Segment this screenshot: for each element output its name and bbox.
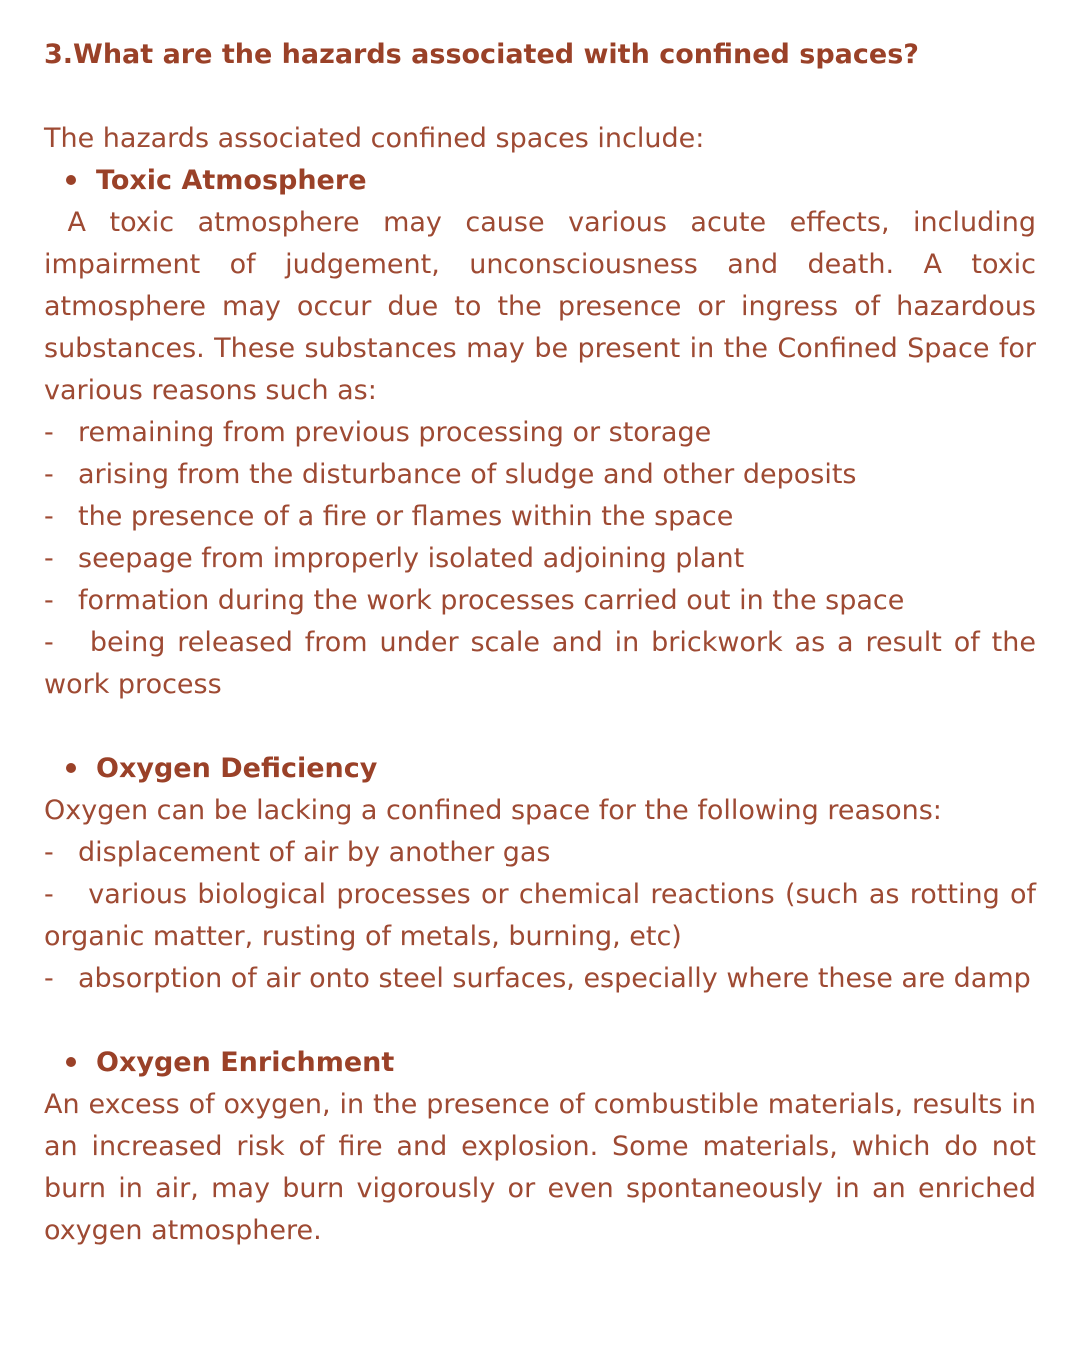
dash-marker: - xyxy=(44,543,54,574)
section-title-toxic-atmosphere xyxy=(44,160,1036,202)
dash-marker: - xyxy=(44,585,54,616)
dash-marker: - xyxy=(44,417,54,448)
section-title-oxygen-enrichment xyxy=(44,1042,1036,1084)
section-title-text: Toxic Atmosphere xyxy=(96,165,367,196)
spacer xyxy=(44,76,1036,118)
section-title-oxygen-deficiency xyxy=(44,748,1036,790)
bullet-icon xyxy=(66,175,76,185)
list-item: - remaining from previous processing or storage xyxy=(44,412,1036,454)
list-item: - seepage from improperly isolated adjoining plant xyxy=(44,538,1036,580)
dash-marker: - xyxy=(44,837,54,868)
spacer xyxy=(44,1000,1036,1042)
intro-text: The hazards associated confined spaces include: xyxy=(44,123,705,154)
spacer xyxy=(44,706,1036,748)
list-item: - displacement of air by another gas xyxy=(44,832,1036,874)
dash-marker: - xyxy=(44,501,54,532)
section-body-oxygen-deficiency: Oxygen can be lacking a confined space for the following reasons: xyxy=(44,795,942,826)
dash-marker: - xyxy=(44,627,54,658)
list-item: - various biological processes or chemical reactions (such as rotting of organic matter, rusting of metals, burning, etc) xyxy=(44,874,1036,958)
page-title: 3.What are the hazards associated with confined spaces? xyxy=(44,39,919,70)
section-title-text: Oxygen Deficiency xyxy=(96,753,378,784)
section-title-text: Oxygen Enrichment xyxy=(96,1047,395,1078)
dash-marker: - xyxy=(44,963,54,994)
list-item: - the presence of a fire or flames within the space xyxy=(44,496,1036,538)
section-body-oxygen-enrichment: An excess of oxygen, in the presence of combustible materials, results in an increased risk of fire and explosion. Some materials, which do not burn in air, may burn vigorously or even spontaneously in an enriched oxygen atmosphere. xyxy=(44,1089,1036,1246)
list-item: - arising from the disturbance of sludge and other deposits xyxy=(44,454,1036,496)
dash-marker: - xyxy=(44,459,54,490)
list-item: - absorption of air onto steel surfaces, especially where these are damp xyxy=(44,958,1036,1000)
bullet-icon xyxy=(66,1057,76,1067)
bullet-icon xyxy=(66,763,76,773)
section-body-toxic-atmosphere: A toxic atmosphere may cause various acute effects, including impairment of judgement, unconsciousness and death. A toxic atmosphere may occur due to the presence or ingress of hazardous substances. These substances may be present in the Confined Space for various reasons such as: xyxy=(44,207,1045,406)
list-item: - formation during the work processes carried out in the space xyxy=(44,580,1036,622)
dash-marker: - xyxy=(44,879,54,910)
list-item: - being released from under scale and in brickwork as a result of the work process xyxy=(44,622,1036,706)
